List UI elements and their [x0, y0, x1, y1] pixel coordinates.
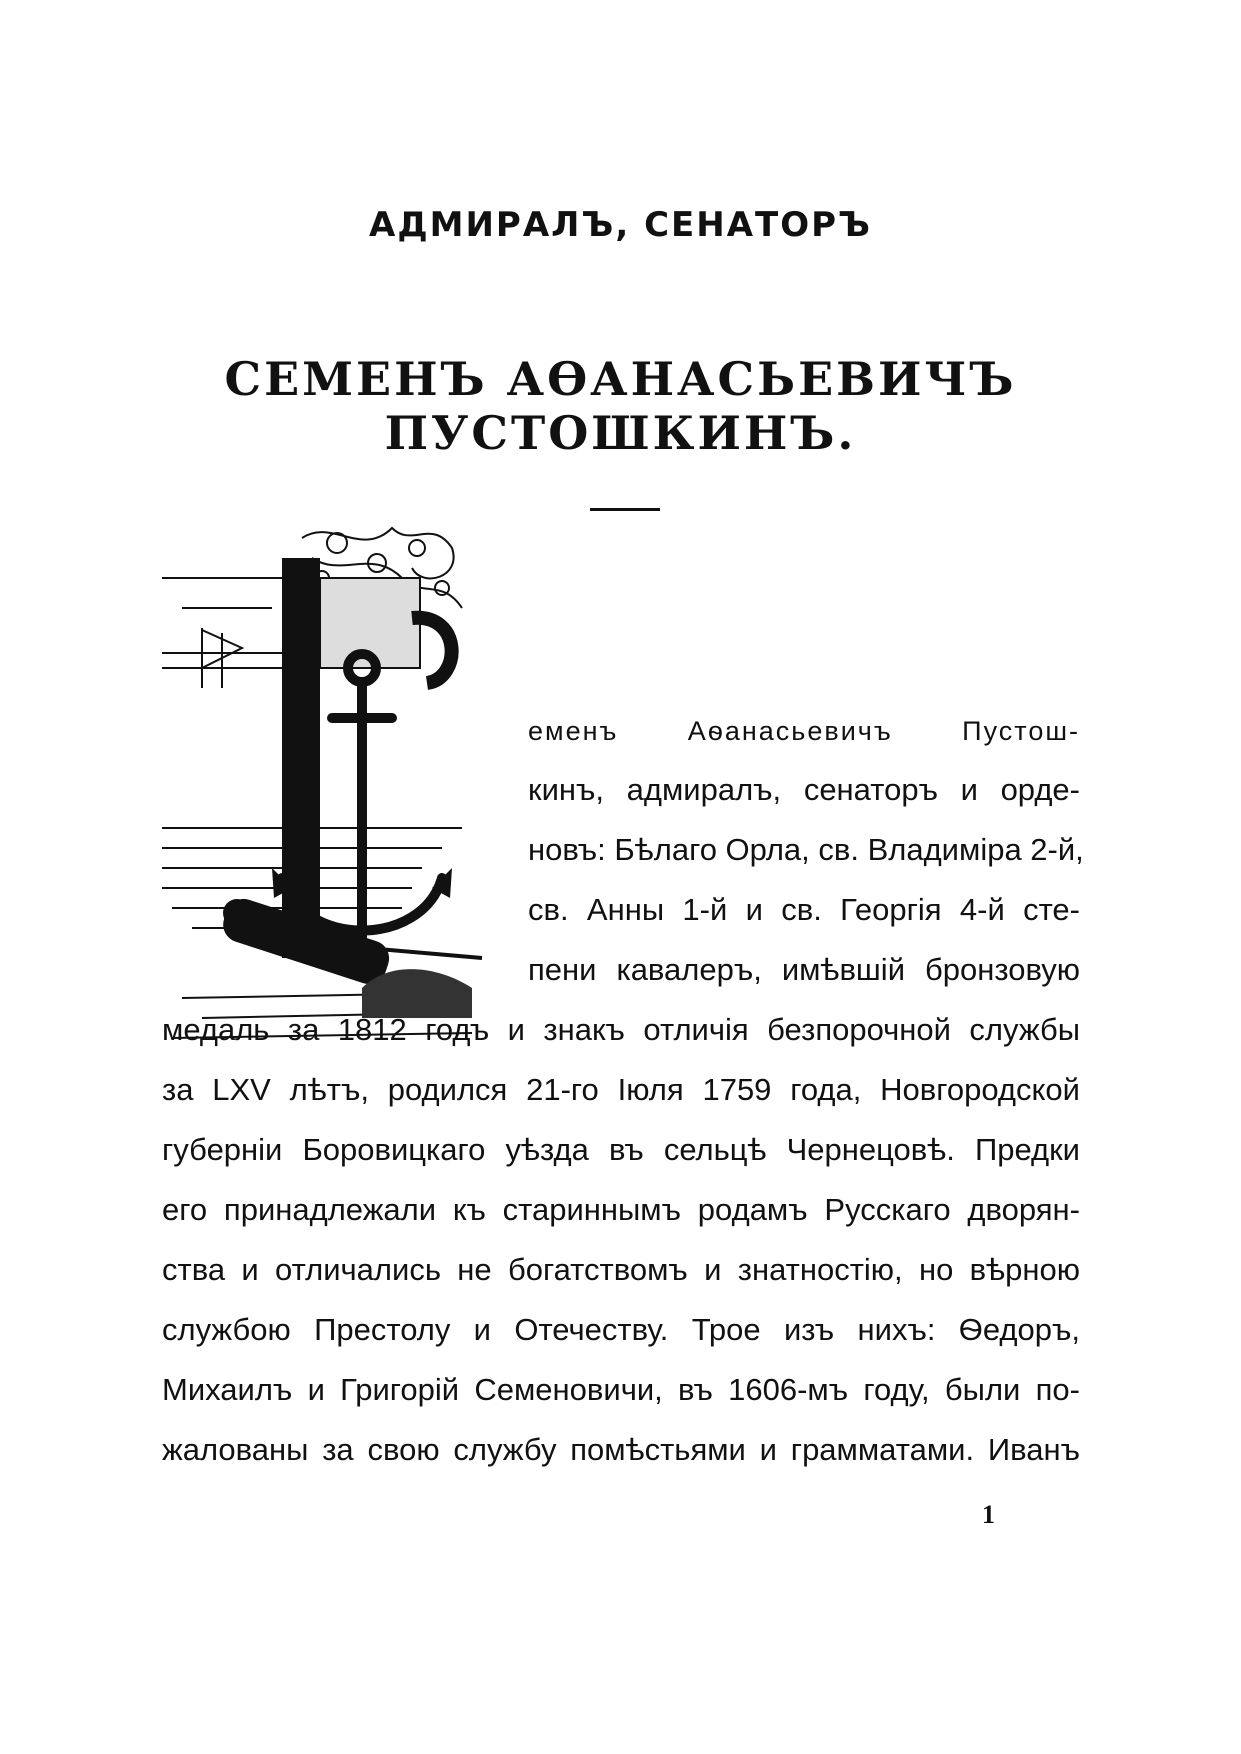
title-rank: АДМИРАЛЪ, СЕНАТОРЪ	[369, 205, 872, 245]
title-divider	[590, 508, 660, 511]
body-line-7: за LXV лѣтъ, родился 21-го Іюля 1759 года, Новгородской	[162, 1072, 1080, 1107]
body-line-4: св. Анны 1-й и св. Георгія 4-й сте-	[528, 892, 1080, 927]
body-line-2: кинъ, адмиралъ, сенаторъ и орде-	[528, 772, 1080, 807]
body-line-12: Михаилъ и Григорій Семеновичи, въ 1606-мъ году, были по-	[162, 1372, 1080, 1407]
title-name: СЕМЕНЪ АѲАНАСЬЕВИЧЪ ПУСТОШКИНЪ.	[224, 352, 1017, 460]
body-line-9: его принадлежали къ стариннымъ родамъ Русскаго дворян-	[162, 1192, 1080, 1227]
page-number: 1	[982, 1500, 995, 1529]
body-line-8: губерніи Боровицкаго уѣзда въ сельцѣ Чернецовѣ. Предки	[162, 1132, 1080, 1167]
body-line-13: жалованы за свою службу помѣстьями и грамматами. Иванъ	[162, 1432, 1080, 1467]
body-line-10: ства и отличались не богатствомъ и знатностію, но вѣрною	[162, 1252, 1080, 1287]
body-line-3: новъ: Бѣлаго Орла, св. Владиміра 2-й,	[528, 832, 1084, 867]
body-line-11: службою Престолу и Отечеству. Трое изъ нихъ: Ѳедоръ,	[162, 1312, 1080, 1347]
body-line-5: пени кавалеръ, имѣвшій бронзовую	[528, 952, 1080, 987]
anchor-vignette-icon	[162, 518, 522, 1058]
body-line-1: еменъ Аѳанасьевичъ Пустош-	[528, 716, 1080, 746]
body-line-6: медаль за 1812 годъ и знакъ отличія безпорочной службы	[162, 1012, 1080, 1047]
